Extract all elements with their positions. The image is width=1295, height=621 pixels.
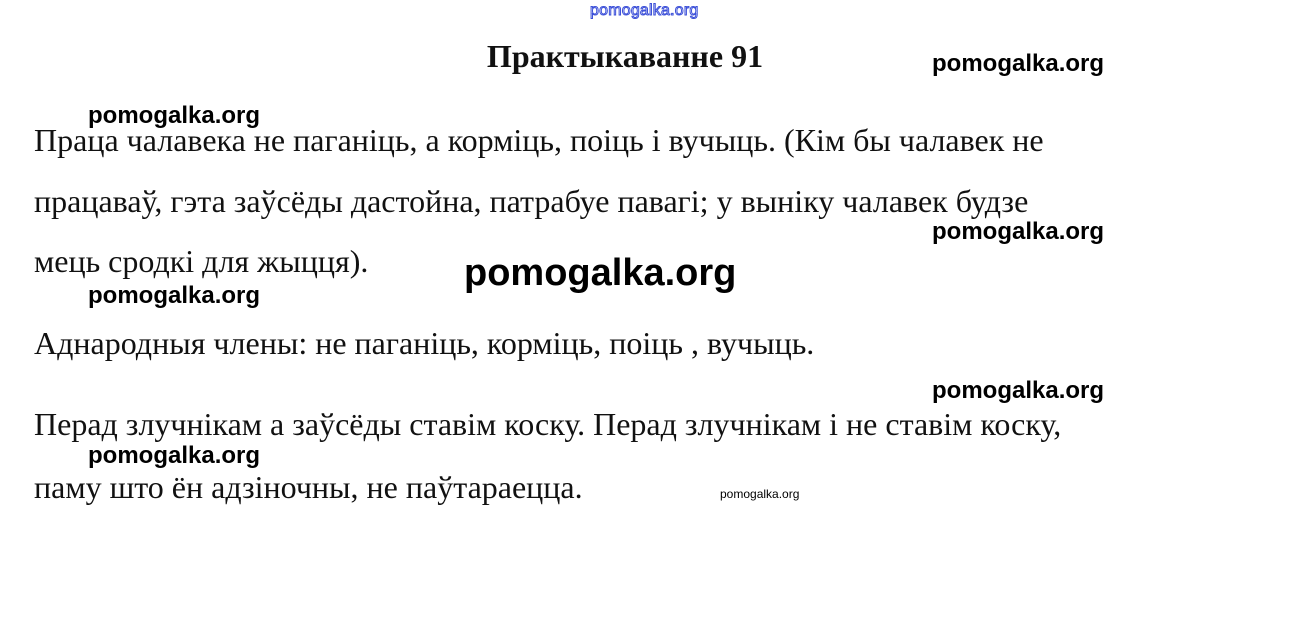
site-logo-watermark: pomogalka.org	[590, 2, 699, 19]
watermark-large: pomogalka.org	[464, 252, 737, 294]
exercise-title: Практыкаванне 91	[486, 38, 764, 74]
text-line-5: Перад злучнікам а заўсёды ставім коску. Перад злучнікам і не ставім коску,	[34, 406, 1062, 442]
watermark: pomogalka.org	[932, 218, 1105, 245]
text-line-4: Аднародныя члены: не паганіць, корміць, поіць , вучыць.	[34, 325, 815, 361]
text-line-3: мець сродкі для жыцця).	[34, 243, 369, 279]
text-line-2: працаваў, гэта заўсёды дастойна, патрабуе павагі; у выніку чалавек будзе	[34, 183, 1029, 219]
text-line-6: паму што ён адзіночны, не паўтараецца.	[34, 469, 583, 505]
watermark: pomogalka.org	[932, 377, 1105, 404]
watermark: pomogalka.org	[88, 442, 261, 469]
watermark: pomogalka.org	[88, 282, 261, 309]
watermark-small: pomogalka.org	[720, 487, 800, 501]
watermark: pomogalka.org	[88, 102, 261, 129]
watermark: pomogalka.org	[932, 50, 1105, 77]
text-line-1: Праца чалавека не паганіць, а корміць, поіць і вучыць. (Кім бы чалавек не	[34, 122, 1044, 158]
